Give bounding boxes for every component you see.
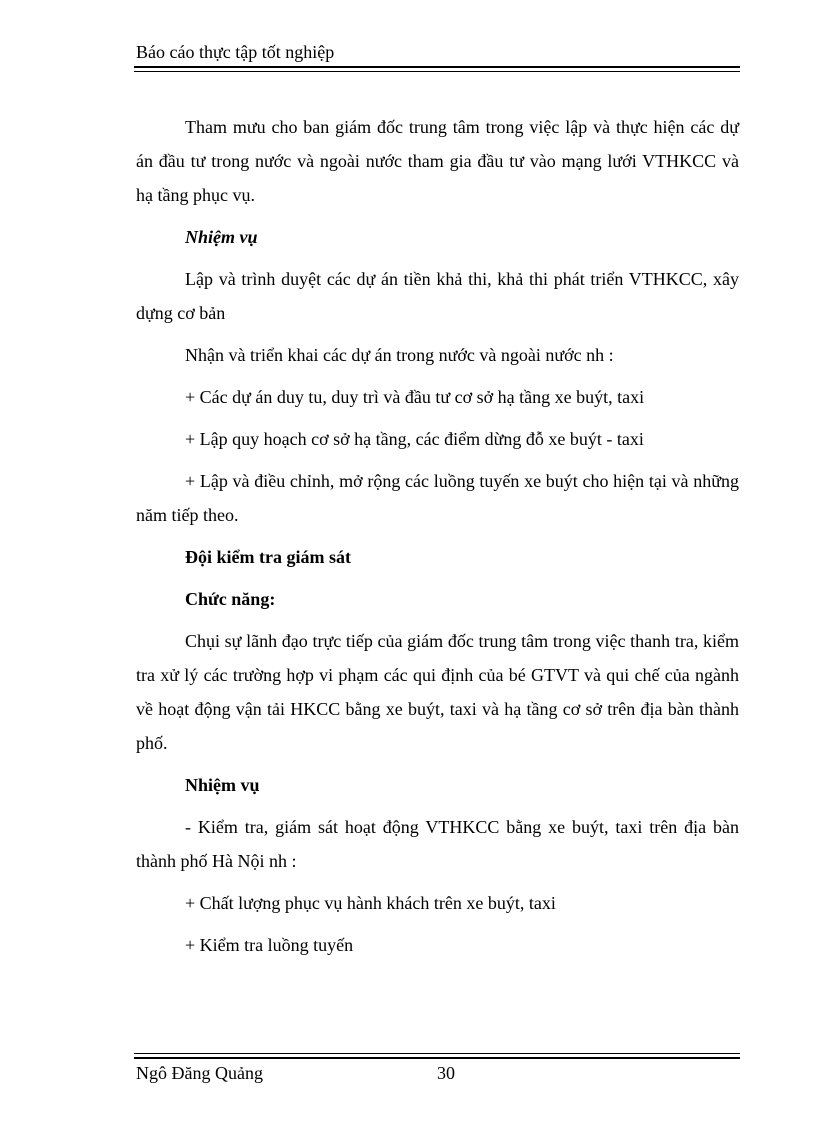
- paragraph-monitoring: - Kiểm tra, giám sát hoạt động VTHKCC bằng xe buýt, taxi trên địa bàn thành phố Hà Nội nh :: [136, 817, 739, 871]
- heading-inspection-team: Đội kiểm tra giám sát: [185, 547, 351, 567]
- paragraph-inspection-function: Chụi sự lãnh đạo trực tiếp của giám đốc trung tâm trong việc thanh tra, kiểm tra xử lý các trường hợp vi phạm các qui định của bé GTVT và qui chế của ngành về hoạt động vận tải HKCC bằng xe buýt, taxi và hạ tầng cơ sở trên địa bàn thành phố.: [136, 631, 739, 753]
- heading-duties: Nhiệm vụ: [185, 227, 258, 247]
- list-item-route-check: + Kiểm tra luồng tuyến: [185, 935, 354, 955]
- paragraph-advisory: Tham mưu cho ban giám đốc trung tâm trong việc lập và thực hiện các dự án đầu tư trong nước và ngoài nước tham gia đầu tư vào mạng lưới VTHKCC và hạ tầng phục vụ.: [136, 117, 739, 205]
- list-item-planning: + Lập quy hoạch cơ sở hạ tầng, các điểm dừng đỗ xe buýt - taxi: [185, 429, 644, 449]
- header-title: Báo cáo thực tập tốt nghiệp: [136, 42, 335, 62]
- footer-rule-thick: [134, 1057, 740, 1059]
- list-item-maintenance: + Các dự án duy tu, duy trì và đầu tư cơ sở hạ tầng xe buýt, taxi: [185, 387, 645, 407]
- page-body: [136, 110, 739, 970]
- list-item-route-adjust: + Lập và điều chỉnh, mở rộng các luồng tuyến xe buýt cho hiện tại và những năm tiếp theo.: [136, 471, 739, 525]
- list-item-service-quality: + Chất lượng phục vụ hành khách trên xe buýt, taxi: [185, 893, 556, 913]
- footer-author: Ngô Đăng Quảng: [136, 1063, 263, 1083]
- header-rule-thin: [134, 71, 740, 72]
- footer-rule-thin: [134, 1053, 740, 1054]
- paragraph-feasibility: Lập và trình duyệt các dự án tiền khả thi, khả thi phát triển VTHKCC, xây dựng cơ bản: [136, 269, 739, 323]
- paragraph-receive-projects: Nhận và triển khai các dự án trong nước và ngoài nước nh :: [185, 345, 614, 365]
- heading-function: Chức năng:: [185, 589, 276, 609]
- page-number: 30: [437, 1063, 455, 1083]
- header-rule-thick: [134, 66, 740, 68]
- heading-duties-2: Nhiệm vụ: [185, 775, 260, 795]
